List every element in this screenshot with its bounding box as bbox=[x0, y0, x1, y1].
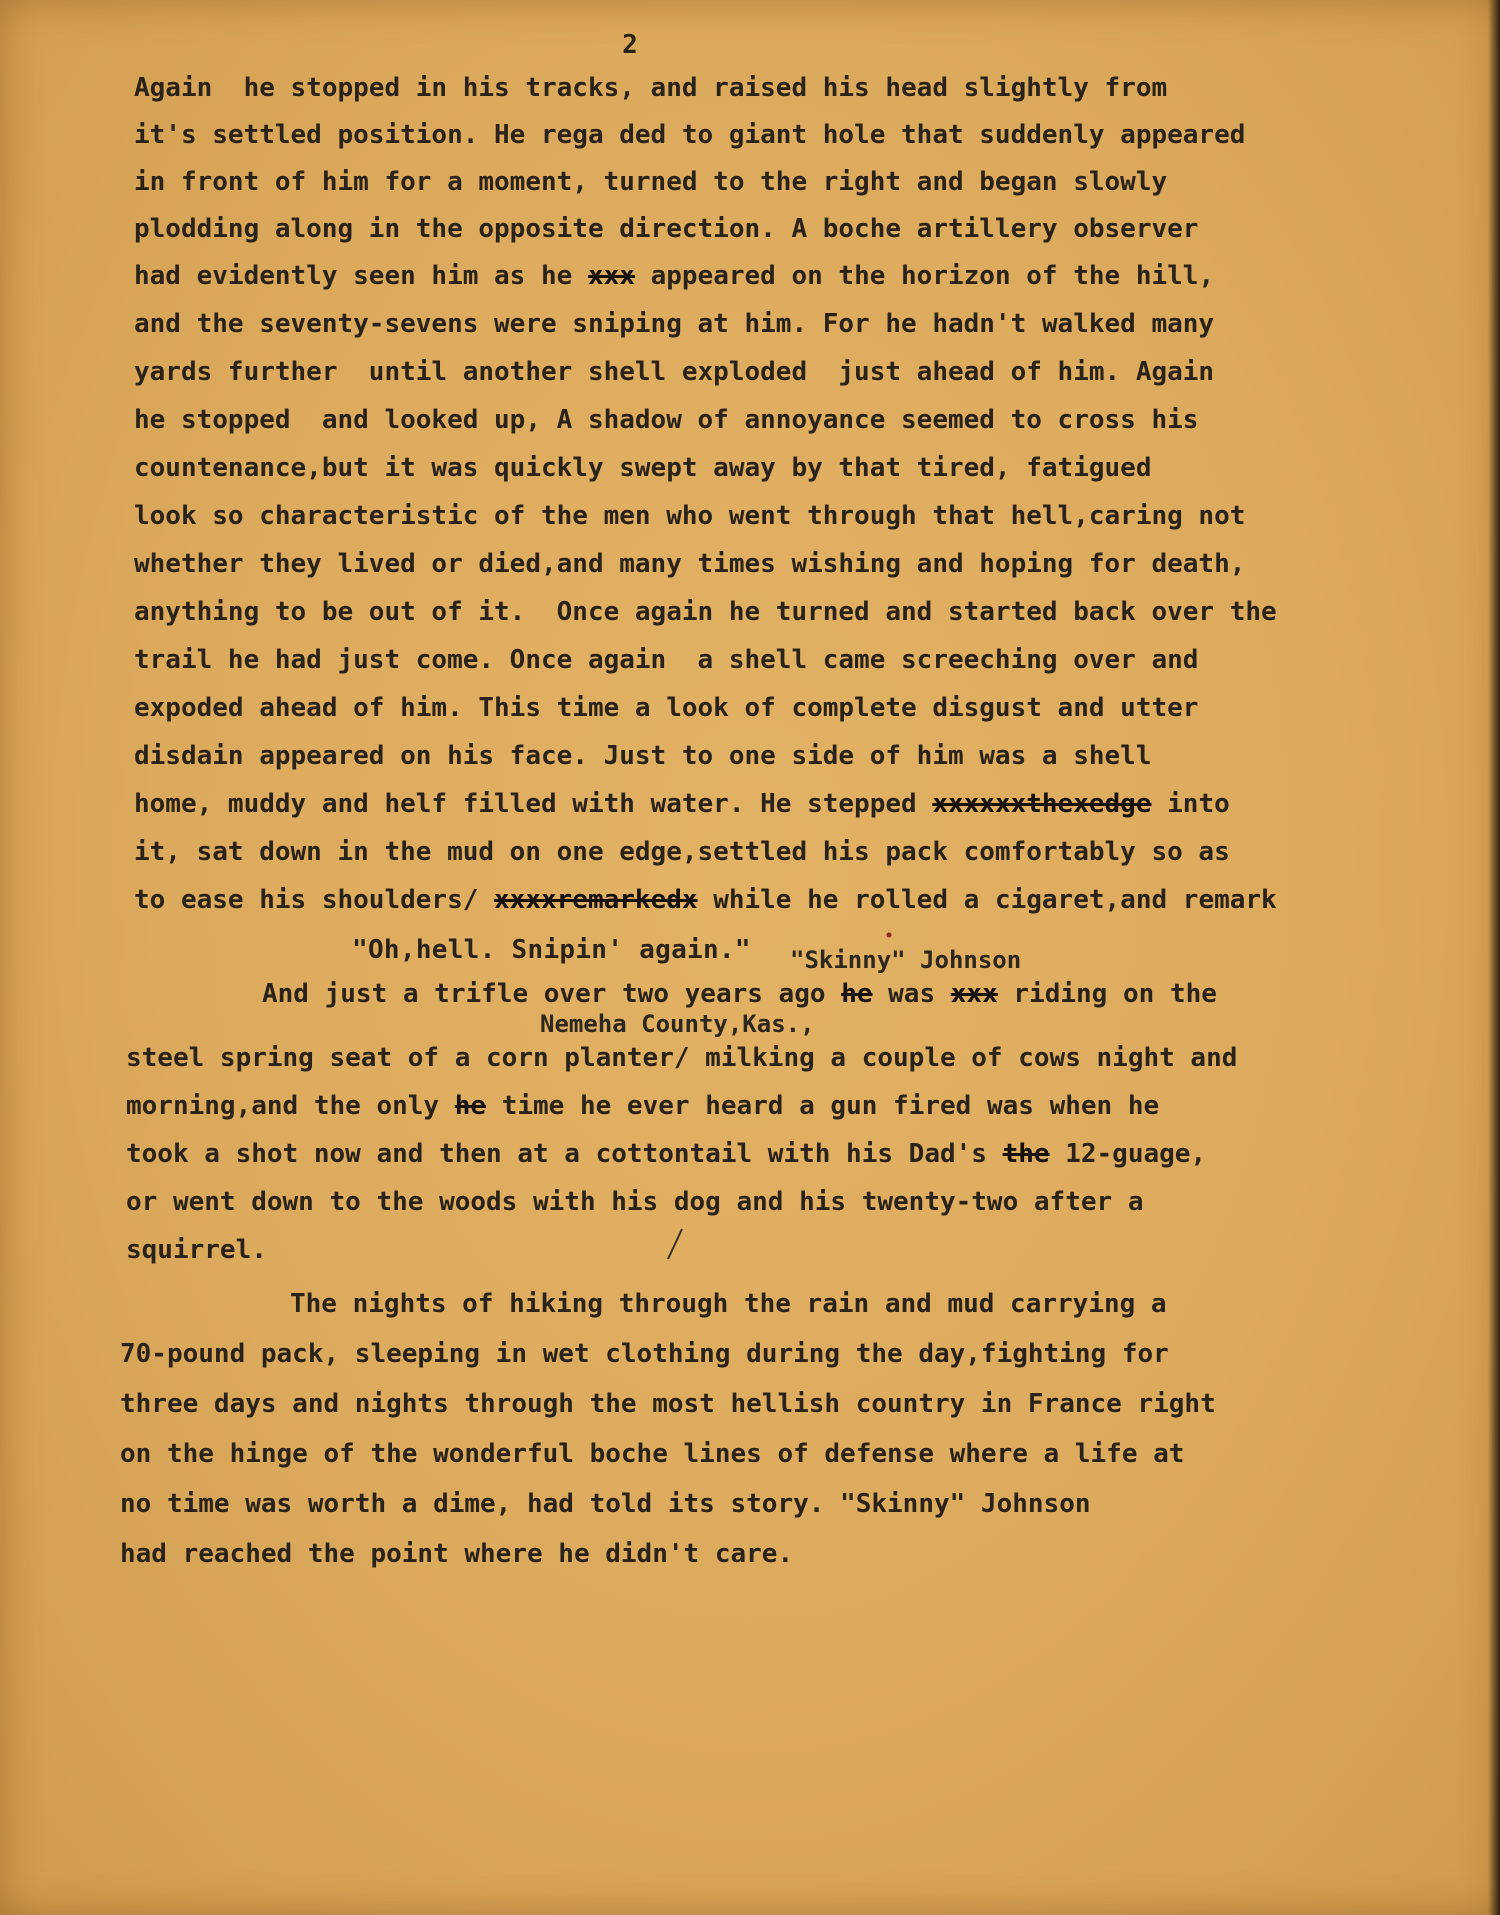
struck-text: xxxxremarkedx bbox=[494, 885, 698, 915]
text-line: squirrel. bbox=[126, 1235, 267, 1265]
text-line: morning,and the only he time he ever heard a gun fired was when he bbox=[126, 1091, 1160, 1121]
text-line: plodding along in the opposite direction. A boche artillery observer bbox=[134, 214, 1199, 244]
text-line: to ease his shoulders/ xxxxremarkedx while he rolled a cigaret,and remark bbox=[134, 885, 1277, 915]
text-line: Again he stopped in his tracks, and raised his head slightly from bbox=[134, 73, 1168, 103]
text-line: on the hinge of the wonderful boche lines of defense where a life at bbox=[120, 1439, 1185, 1469]
struck-text: xxxxxxthexedge bbox=[932, 789, 1152, 819]
text-line: it, sat down in the mud on one edge,settled his pack comfortably so as bbox=[134, 837, 1230, 867]
struck-text: the bbox=[1002, 1139, 1050, 1169]
text-line: anything to be out of it. Once again he turned and started back over the bbox=[134, 597, 1277, 627]
text-line: And just a trifle over two years ago he was xxx riding on the bbox=[262, 979, 1217, 1009]
text-line: trail he had just come. Once again a shell came screeching over and bbox=[134, 645, 1199, 675]
text-line: took a shot now and then at a cottontail with his Dad's the 12-guage, bbox=[126, 1139, 1207, 1169]
text-line: The nights of hiking through the rain and mud carrying a bbox=[290, 1289, 1167, 1319]
text-line: yards further until another shell exploded just ahead of him. Again bbox=[134, 357, 1215, 387]
text-line: disdain appeared on his face. Just to one side of him was a shell bbox=[134, 741, 1152, 771]
text-line: and the seventy-sevens were sniping at him. For he hadn't walked many bbox=[134, 309, 1215, 339]
ink-dot-icon bbox=[884, 930, 894, 940]
text-line: whether they lived or died,and many times wishing and hoping for death, bbox=[134, 549, 1246, 579]
quoted-dialogue: "Oh,hell. Snipin' again." bbox=[352, 935, 751, 965]
pencil-mark-icon bbox=[660, 1225, 690, 1265]
text-line: no time was worth a dime, had told its story. "Skinny" Johnson bbox=[120, 1489, 1091, 1519]
text-line: or went down to the woods with his dog and his twenty-two after a bbox=[126, 1187, 1144, 1217]
struck-text: he bbox=[454, 1091, 487, 1121]
struck-text: he bbox=[841, 979, 873, 1009]
text-line: in front of him for a moment, turned to the right and began slowly bbox=[134, 167, 1168, 197]
text-line: had evidently seen him as he xxx appeared on the horizon of the hill, bbox=[134, 261, 1215, 291]
text-line: steel spring seat of a corn planter/ milking a couple of cows night and bbox=[126, 1043, 1238, 1073]
text-line: look so characteristic of the men who went through that hell,caring not bbox=[134, 501, 1246, 531]
text-line: expoded ahead of him. This time a look of complete disgust and utter bbox=[134, 693, 1199, 723]
struck-text: xxx bbox=[587, 261, 635, 291]
text-line: he stopped and looked up, A shadow of annoyance seemed to cross his bbox=[134, 405, 1199, 435]
interlinear-insertion: "Skinny" Johnson bbox=[790, 946, 1022, 974]
text-line: countenance,but it was quickly swept away by that tired, fatigued bbox=[134, 453, 1152, 483]
text-line: it's settled position. He rega ded to giant hole that suddenly appeared bbox=[134, 120, 1246, 150]
text-line: 70-pound pack, sleeping in wet clothing during the day,fighting for bbox=[120, 1339, 1169, 1369]
text-line: home, muddy and helf filled with water. He stepped xxxxxxthexedge into bbox=[134, 789, 1230, 819]
text-line: three days and nights through the most hellish country in France right bbox=[120, 1389, 1216, 1419]
interlinear-insertion: Nemeha County,Kas., bbox=[540, 1010, 815, 1038]
struck-text: xxx bbox=[950, 979, 998, 1009]
page-number: 2 bbox=[622, 30, 638, 60]
text-line: had reached the point where he didn't care. bbox=[120, 1539, 794, 1569]
